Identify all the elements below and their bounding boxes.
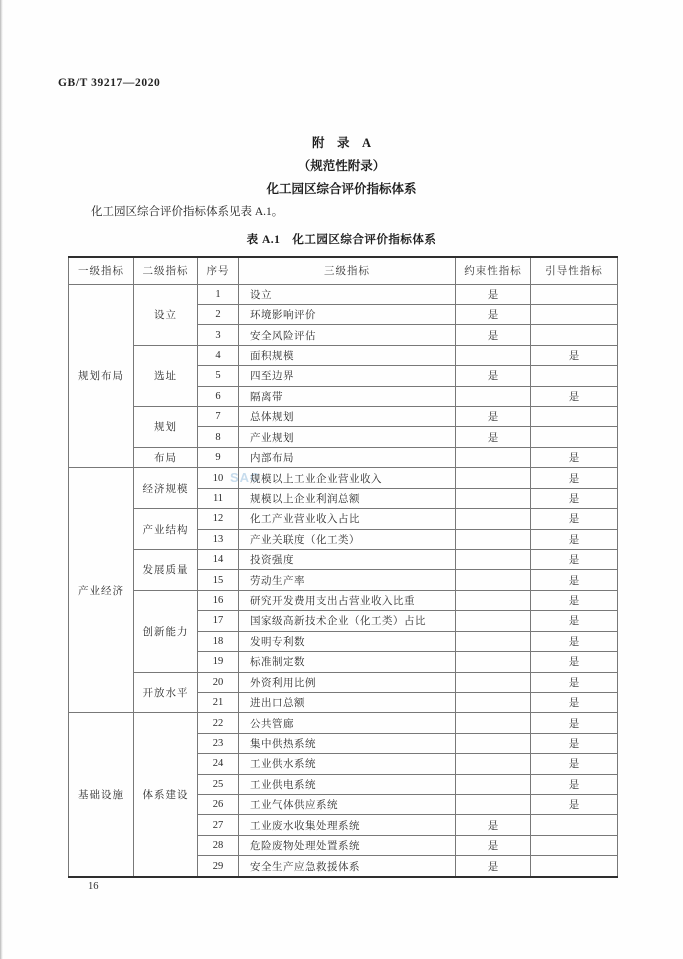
appendix-title: 附 录 A [311, 136, 372, 150]
appendix-subtitle: （规范性附录） [297, 159, 386, 173]
page-number: 16 [88, 881, 99, 892]
constraint-cell [456, 795, 531, 815]
indicator-cell: 工业供电系统 [239, 774, 456, 794]
indicator-cell: 隔离带 [239, 386, 456, 406]
indicator-cell: 国家级高新技术企业（化工类）占比 [239, 611, 456, 631]
constraint-cell: 是 [456, 366, 531, 386]
constraint-cell: 是 [456, 835, 531, 855]
guide-cell [531, 284, 618, 304]
seq-cell: 17 [198, 611, 239, 631]
seq-cell: 3 [198, 325, 239, 345]
level1-cell: 产业经济 [69, 468, 134, 713]
seq-cell: 18 [198, 631, 239, 651]
indicator-cell: 产业规划 [239, 427, 456, 447]
indicator-cell: 集中供热系统 [239, 733, 456, 753]
table-row [69, 590, 618, 610]
constraint-cell: 是 [456, 815, 531, 835]
constraint-cell [456, 590, 531, 610]
constraint-cell [456, 549, 531, 569]
indicator-cell: 总体规划 [239, 407, 456, 427]
guide-cell: 是 [531, 631, 618, 651]
seq-cell: 6 [198, 386, 239, 406]
seq-cell: 8 [198, 427, 239, 447]
indicator-cell: 四至边界 [239, 366, 456, 386]
guide-cell: 是 [531, 468, 618, 488]
indicator-cell: 标准制定数 [239, 652, 456, 672]
guide-cell: 是 [531, 733, 618, 753]
intro-paragraph: 化工园区综合评价指标体系见表 A.1。 [91, 206, 284, 218]
seq-cell: 5 [198, 366, 239, 386]
table-row [69, 345, 618, 365]
indicator-cell: 投资强度 [239, 549, 456, 569]
constraint-cell [456, 345, 531, 365]
indicator-cell: 安全风险评估 [239, 325, 456, 345]
guide-cell: 是 [531, 795, 618, 815]
table-row [69, 468, 618, 488]
seq-cell: 22 [198, 713, 239, 733]
guide-cell [531, 325, 618, 345]
constraint-cell [456, 529, 531, 549]
constraint-cell: 是 [456, 856, 531, 877]
guide-cell: 是 [531, 549, 618, 569]
constraint-cell: 是 [456, 407, 531, 427]
seq-cell: 14 [198, 549, 239, 569]
seq-cell: 25 [198, 774, 239, 794]
seq-cell: 16 [198, 590, 239, 610]
seq-cell: 15 [198, 570, 239, 590]
seq-cell: 10 [198, 468, 239, 488]
constraint-cell [456, 672, 531, 692]
level2-cell: 发展质量 [134, 549, 198, 590]
seq-cell: 4 [198, 345, 239, 365]
constraint-cell [456, 488, 531, 508]
seq-cell: 23 [198, 733, 239, 753]
guide-cell [531, 856, 618, 877]
seq-cell: 29 [198, 856, 239, 877]
seq-cell: 24 [198, 754, 239, 774]
guide-cell [531, 407, 618, 427]
indicator-cell: 研究开发费用支出占营业收入比重 [239, 590, 456, 610]
indicator-cell: 工业废水收集处理系统 [239, 815, 456, 835]
appendix-title-block [0, 132, 683, 201]
indicator-table-body [69, 284, 618, 877]
guide-cell: 是 [531, 754, 618, 774]
guide-cell [531, 835, 618, 855]
constraint-cell [456, 468, 531, 488]
guide-cell: 是 [531, 345, 618, 365]
level2-cell: 开放水平 [134, 672, 198, 713]
standard-number: GB/T 39217—2020 [58, 77, 161, 89]
constraint-cell [456, 774, 531, 794]
level2-cell: 经济规模 [134, 468, 198, 509]
indicator-cell: 工业气体供应系统 [239, 795, 456, 815]
level2-cell: 设立 [134, 284, 198, 345]
table-header-row [69, 257, 618, 284]
constraint-cell [456, 733, 531, 753]
constraint-cell [456, 386, 531, 406]
indicator-cell: 发明专利数 [239, 631, 456, 651]
indicator-table [68, 256, 618, 878]
constraint-cell: 是 [456, 284, 531, 304]
seq-cell: 11 [198, 488, 239, 508]
guide-cell: 是 [531, 386, 618, 406]
table-row [69, 672, 618, 692]
indicator-cell: 外资利用比例 [239, 672, 456, 692]
guide-cell [531, 366, 618, 386]
indicator-cell: 规模以上企业利润总额 [239, 488, 456, 508]
constraint-cell [456, 652, 531, 672]
guide-cell: 是 [531, 713, 618, 733]
seq-cell: 13 [198, 529, 239, 549]
table-row [69, 447, 618, 467]
table-row [69, 509, 618, 529]
guide-cell: 是 [531, 652, 618, 672]
seq-cell: 26 [198, 795, 239, 815]
indicator-cell: 公共管廊 [239, 713, 456, 733]
indicator-cell: 环境影响评价 [239, 304, 456, 324]
indicator-cell: 化工产业营业收入占比 [239, 509, 456, 529]
constraint-cell [456, 713, 531, 733]
sac-watermark: SAC [230, 470, 261, 485]
seq-cell: 1 [198, 284, 239, 304]
seq-cell: 21 [198, 692, 239, 712]
guide-cell: 是 [531, 611, 618, 631]
constraint-cell [456, 631, 531, 651]
indicator-cell: 内部布局 [239, 447, 456, 467]
constraint-cell [456, 754, 531, 774]
constraint-cell [456, 692, 531, 712]
header-level3: 三级指标 [239, 257, 456, 284]
guide-cell: 是 [531, 488, 618, 508]
seq-cell: 9 [198, 447, 239, 467]
constraint-cell [456, 447, 531, 467]
indicator-table-container [68, 256, 618, 878]
table-row [69, 284, 618, 304]
level1-cell: 规划布局 [69, 284, 134, 468]
indicator-cell: 劳动生产率 [239, 570, 456, 590]
guide-cell [531, 427, 618, 447]
indicator-cell: 进出口总额 [239, 692, 456, 712]
level2-cell: 创新能力 [134, 590, 198, 672]
table-row [69, 713, 618, 733]
header-level2: 二级指标 [134, 257, 198, 284]
header-guide: 引导性指标 [531, 257, 618, 284]
guide-cell [531, 815, 618, 835]
header-level1: 一级指标 [69, 257, 134, 284]
table-row [69, 549, 618, 569]
constraint-cell [456, 611, 531, 631]
constraint-cell: 是 [456, 325, 531, 345]
indicator-cell: 危险废物处理处置系统 [239, 835, 456, 855]
appendix-heading: 化工园区综合评价指标体系 [266, 182, 417, 196]
guide-cell: 是 [531, 447, 618, 467]
level2-cell: 体系建设 [134, 713, 198, 877]
seq-cell: 12 [198, 509, 239, 529]
seq-cell: 28 [198, 835, 239, 855]
constraint-cell [456, 509, 531, 529]
constraint-cell: 是 [456, 304, 531, 324]
seq-cell: 7 [198, 407, 239, 427]
indicator-cell: 安全生产应急救援体系 [239, 856, 456, 877]
seq-cell: 27 [198, 815, 239, 835]
guide-cell [531, 304, 618, 324]
indicator-cell: 产业关联度（化工类） [239, 529, 456, 549]
indicator-cell: 设立 [239, 284, 456, 304]
level2-cell: 规划 [134, 407, 198, 448]
guide-cell: 是 [531, 774, 618, 794]
level2-cell: 布局 [134, 447, 198, 467]
level1-cell: 基础设施 [69, 713, 134, 877]
seq-cell: 20 [198, 672, 239, 692]
indicator-cell: 工业供水系统 [239, 754, 456, 774]
guide-cell: 是 [531, 672, 618, 692]
constraint-cell: 是 [456, 427, 531, 447]
guide-cell: 是 [531, 590, 618, 610]
seq-cell: 2 [198, 304, 239, 324]
seq-cell: 19 [198, 652, 239, 672]
indicator-cell: 面积规模 [239, 345, 456, 365]
guide-cell: 是 [531, 570, 618, 590]
level2-cell: 产业结构 [134, 509, 198, 550]
indicator-cell: 规模以上工业企业营业收入 [239, 468, 456, 488]
table-row [69, 407, 618, 427]
guide-cell: 是 [531, 509, 618, 529]
header-constraint: 约束性指标 [456, 257, 531, 284]
header-seq: 序号 [198, 257, 239, 284]
guide-cell: 是 [531, 529, 618, 549]
table-caption: 表 A.1 化工园区综合评价指标体系 [246, 234, 437, 246]
guide-cell: 是 [531, 692, 618, 712]
level2-cell: 选址 [134, 345, 198, 406]
constraint-cell [456, 570, 531, 590]
